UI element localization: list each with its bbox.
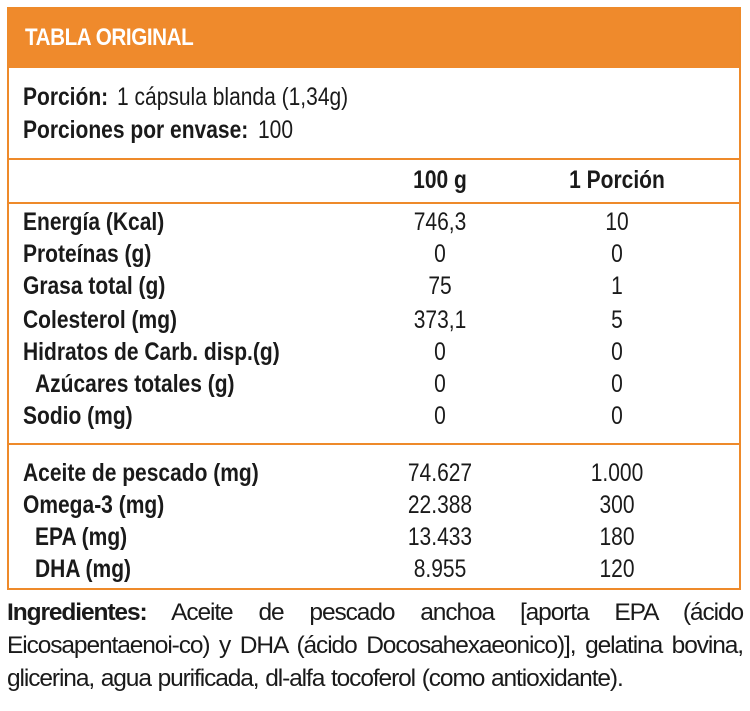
nutrient-value-portion: 0 xyxy=(611,402,623,430)
nutrient-name: Sodio (mg) xyxy=(23,402,133,430)
per-container-value: 100 xyxy=(258,116,294,144)
divider xyxy=(9,443,739,445)
oil-name: Aceite de pescado (mg) xyxy=(23,459,259,487)
nutrient-value-100g: 0 xyxy=(434,370,446,398)
nutrient-value-100g: 75 xyxy=(428,272,452,300)
nutrient-value-portion: 10 xyxy=(605,208,629,236)
per-container-label: Porciones por envase: xyxy=(23,116,249,144)
portion-label: Porción: xyxy=(23,83,109,111)
nutrition-table xyxy=(7,7,741,590)
nutrient-name: Hidratos de Carb. disp.(g) xyxy=(23,338,280,366)
divider xyxy=(9,158,739,160)
oil-value-portion: 180 xyxy=(599,523,635,551)
nutrient-value-portion: 0 xyxy=(611,240,623,268)
nutrient-name: Proteínas (g) xyxy=(23,240,152,268)
nutrient-value-portion: 0 xyxy=(611,370,623,398)
nutrient-value-100g: 373,1 xyxy=(413,306,467,334)
oil-value-portion: 120 xyxy=(599,555,635,583)
nutrient-value-100g: 0 xyxy=(434,338,446,366)
oil-value-100g: 13.433 xyxy=(407,523,473,551)
nutrient-name: Grasa total (g) xyxy=(23,272,166,300)
ingredients-text: Aceite de pescado anchoa [aporta EPA (ácido Eicosapentaenoi-co) y DHA (ácido Docosahexaeonico)], gelatina bovina, glicerina, agua purificada, dl-alfa tocoferol (como antioxidante). xyxy=(7,599,743,692)
table-header xyxy=(9,9,739,68)
divider xyxy=(9,202,739,204)
nutrient-value-100g: 746,3 xyxy=(413,208,467,236)
oil-value-portion: 300 xyxy=(599,491,635,519)
nutrient-value-portion: 5 xyxy=(611,306,623,334)
oil-name: DHA (mg) xyxy=(35,555,132,583)
nutrient-value-portion: 0 xyxy=(611,338,623,366)
portion-value: 1 cápsula blanda (1,34g) xyxy=(117,83,349,111)
nutrient-name: Azúcares totales (g) xyxy=(35,370,235,398)
ingredients-label: Ingredientes: xyxy=(7,599,147,626)
nutrient-value-100g: 0 xyxy=(434,402,446,430)
oil-name: Omega-3 (mg) xyxy=(23,491,165,519)
nutrient-name: Colesterol (mg) xyxy=(23,306,178,334)
oil-name: EPA (mg) xyxy=(35,523,128,551)
oil-value-100g: 22.388 xyxy=(407,491,473,519)
oil-value-100g: 74.627 xyxy=(407,459,473,487)
col-header-100g: 100 g xyxy=(413,166,467,194)
table-title: TABLA ORIGINAL xyxy=(25,24,194,51)
nutrient-value-100g: 0 xyxy=(434,240,446,268)
nutrient-value-portion: 1 xyxy=(611,272,623,300)
col-header-portion: 1 Porción xyxy=(569,166,665,194)
oil-value-100g: 8.955 xyxy=(413,555,467,583)
nutrient-name: Energía (Kcal) xyxy=(23,208,165,236)
ingredients-paragraph xyxy=(7,596,743,695)
oil-value-portion: 1.000 xyxy=(590,459,644,487)
